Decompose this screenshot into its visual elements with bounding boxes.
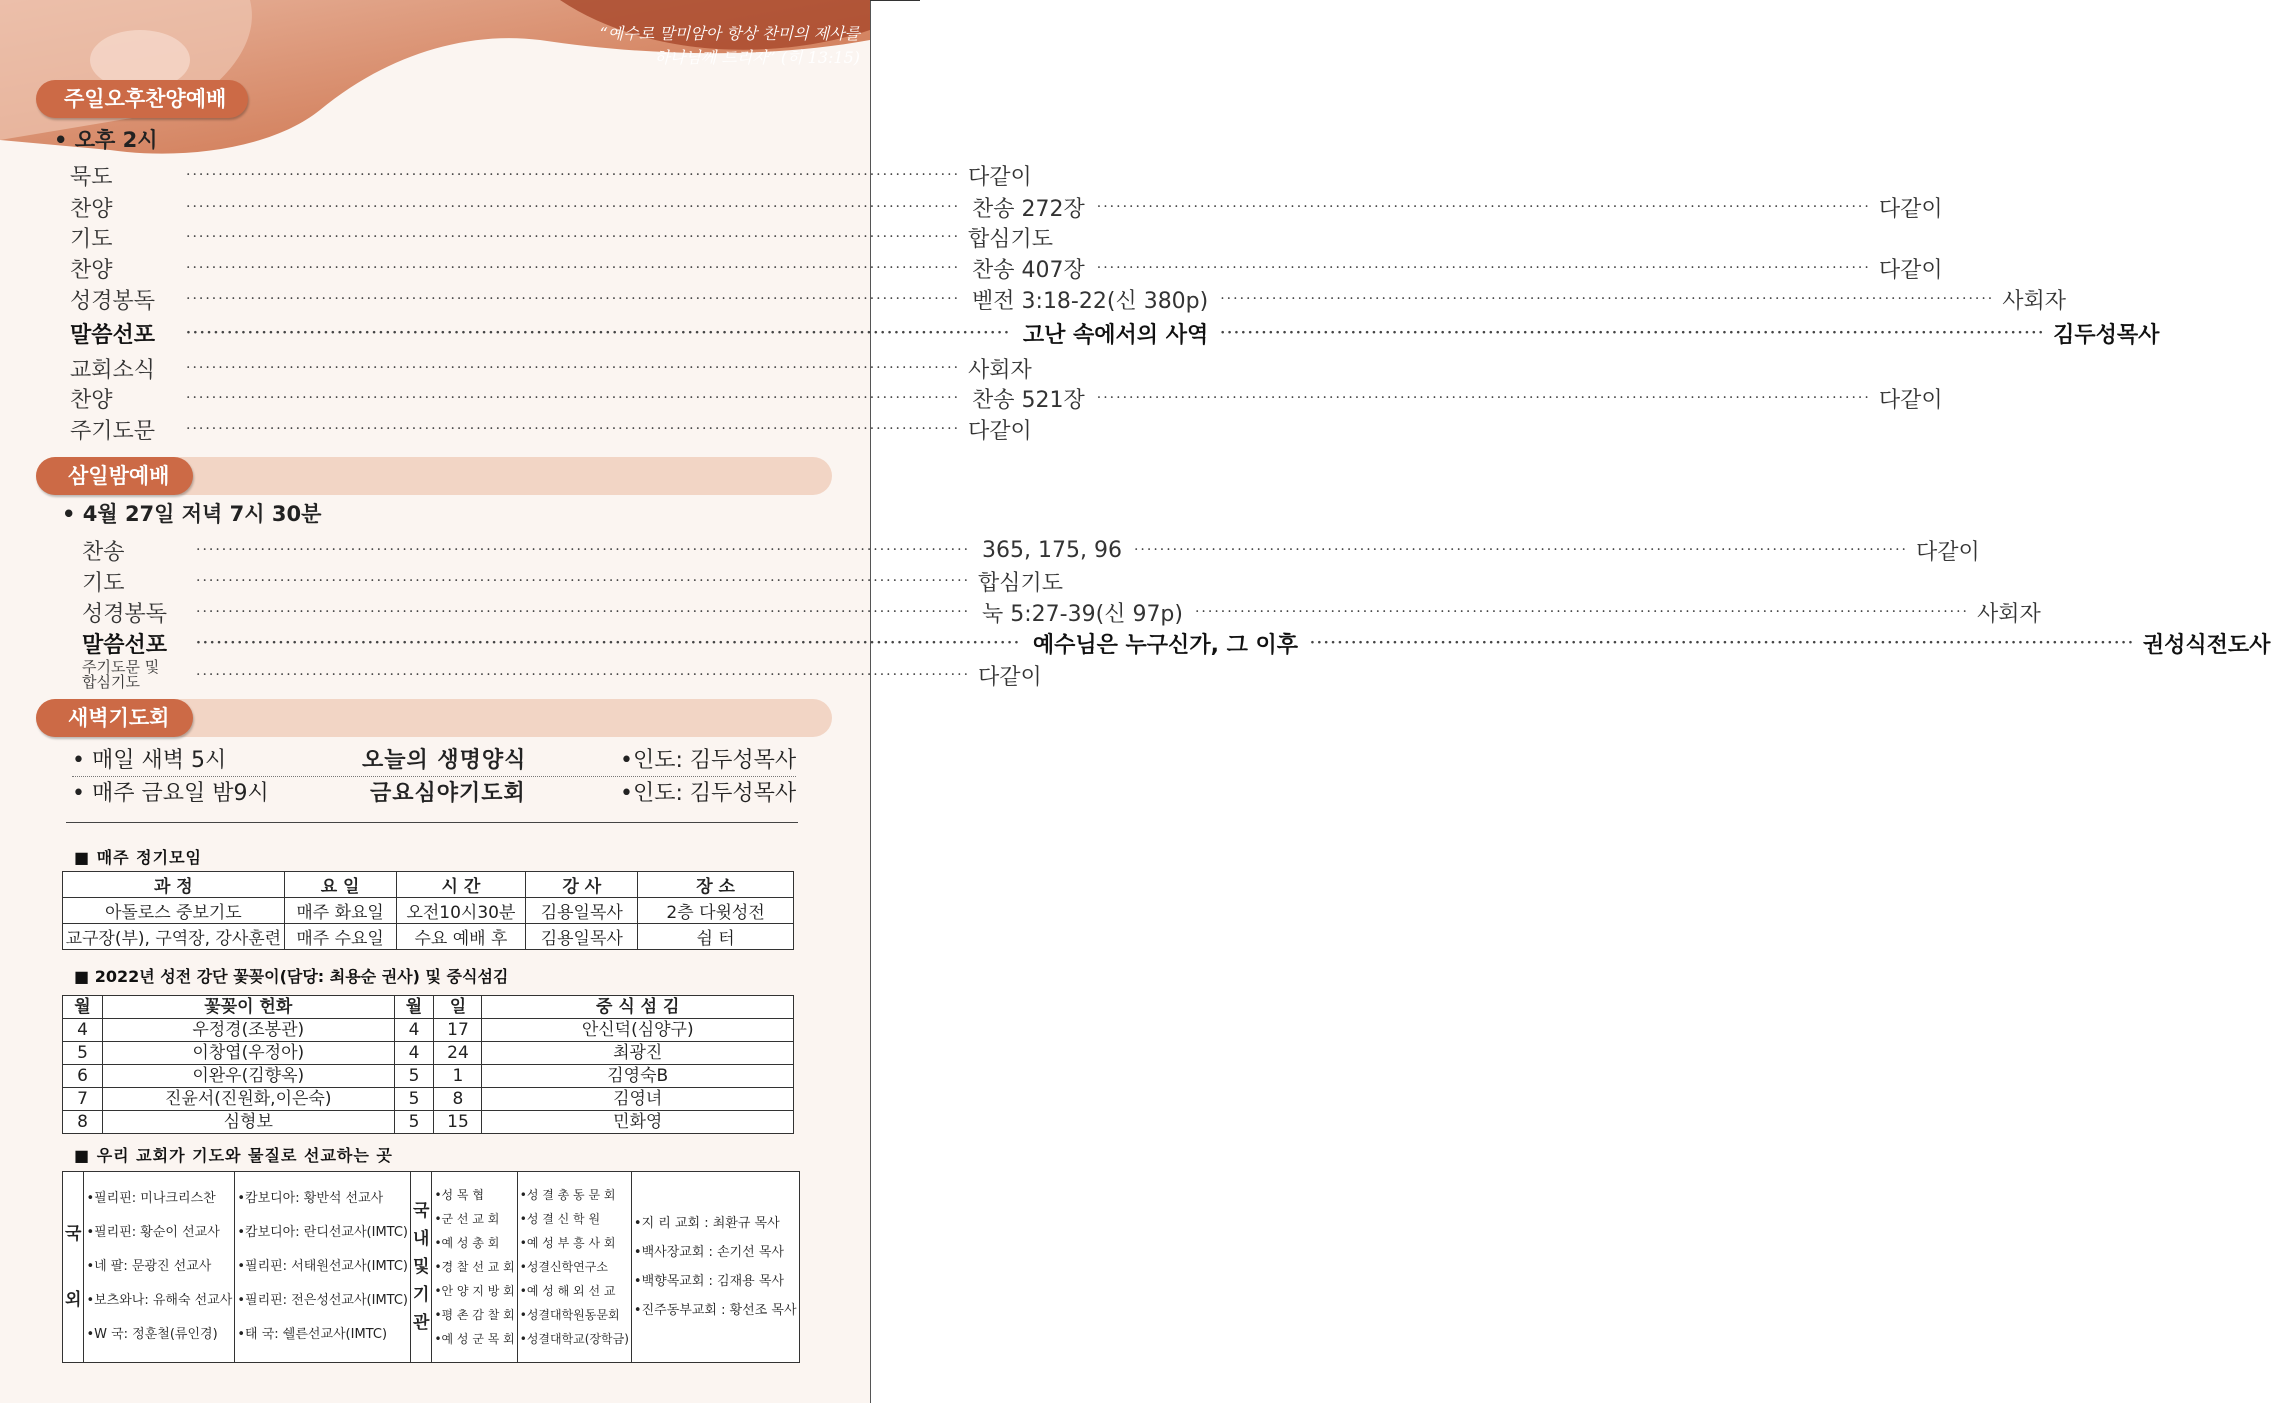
table-cell: 15 xyxy=(434,1111,482,1134)
overseas-label: 국 외 xyxy=(63,1172,84,1363)
order-person: 합심기도 xyxy=(968,226,1054,252)
order-label xyxy=(82,660,188,690)
column-header: 중 식 섬 김 xyxy=(482,996,794,1019)
table-cell: 김용일목사 xyxy=(526,898,638,924)
leader-dots: ························································································································ xyxy=(1096,390,1871,406)
table-cell: 김용일목사 xyxy=(526,924,638,950)
mission-item: •필리핀: 서태원선교사(IMTC) xyxy=(237,1259,408,1274)
table-cell: 이완우(김향옥) xyxy=(102,1065,394,1088)
dawn-leader-1: •인도: 김두성목사 xyxy=(620,748,797,773)
header-verse: “예수로 말미암아 항상 찬미의 제사를 하나님께 드리자” (히 13:15) xyxy=(599,24,860,67)
table-cell: 8 xyxy=(63,1111,103,1134)
mission-item: •성결대학원동문회 xyxy=(519,1308,620,1322)
leader-dots: ························································································································ xyxy=(186,291,961,307)
order-label: 말씀선포 xyxy=(82,631,168,658)
overseas-list-1 xyxy=(84,1172,235,1363)
leader-dots: ························································································································ xyxy=(186,167,961,183)
leader-dots: ························································································································ xyxy=(196,604,971,620)
overseas-list-2 xyxy=(235,1172,411,1363)
order-row xyxy=(70,253,1943,283)
mission-item: •안 양 지 방 회 xyxy=(434,1284,515,1298)
table-cell: 매주 화요일 xyxy=(284,898,396,924)
dawn-when-2: • 매주 금요일 밤9시 xyxy=(72,781,269,806)
leader-dots: ························································································································ xyxy=(186,390,961,406)
wednesday-title: 삼일밤예배 xyxy=(36,457,193,495)
order-row xyxy=(82,658,1042,691)
domestic-list-1 xyxy=(432,1172,517,1363)
sunday-time: • 오후 2시 xyxy=(54,128,158,152)
order-person: 다같이 xyxy=(1878,196,1943,222)
order-label: 말씀선포 xyxy=(70,321,156,348)
order-person: 다같이 xyxy=(968,164,1032,190)
order-row xyxy=(70,414,1032,444)
leader-dots: ························································································································ xyxy=(186,199,961,215)
mission-item: •캄보디아: 황반석 선교사 xyxy=(237,1191,384,1206)
wednesday-time: • 4월 27일 저녁 7시 30분 xyxy=(62,502,322,526)
mission-item: •성결신학연구소 xyxy=(519,1260,608,1274)
order-label: 기도 xyxy=(82,570,125,596)
order-content: 예수님은 누구신가, 그 이후 xyxy=(1032,632,1298,658)
table-cell: 7 xyxy=(63,1088,103,1111)
leader-dots: ························································································································ xyxy=(196,542,971,558)
section-divider xyxy=(66,822,798,823)
column-header: 월 xyxy=(394,996,434,1019)
order-row xyxy=(82,597,2041,627)
order-label: 찬송 xyxy=(82,539,125,565)
mission-item: •보츠와나: 유해숙 선교사 xyxy=(86,1293,233,1308)
order-person: 다같이 xyxy=(1916,539,1980,565)
churches-list xyxy=(631,1172,799,1363)
order-label: 성경봉독 xyxy=(70,288,156,314)
column-header: 장 소 xyxy=(638,872,794,898)
order-person: 다같이 xyxy=(978,664,1042,690)
order-row xyxy=(82,535,1980,565)
meetings-title: ■ 매주 정기모임 xyxy=(74,848,202,867)
mission-item: •예 성 해 외 선 교 xyxy=(519,1284,616,1298)
order-content: 찬송 521장 xyxy=(972,387,1085,413)
mission-item: •네 팔: 문광진 선교사 xyxy=(86,1259,212,1274)
leader-dots: ························································································································ xyxy=(1096,199,1871,215)
order-row xyxy=(70,160,1032,190)
table-row xyxy=(63,1065,794,1088)
column-header: 요 일 xyxy=(284,872,396,898)
table-cell: 6 xyxy=(63,1065,103,1088)
table-row xyxy=(63,924,794,950)
table-cell: 수요 예배 후 xyxy=(396,924,526,950)
leader-dots: ························································································································ xyxy=(196,667,971,683)
table-row xyxy=(63,1088,794,1111)
order-label: 성경봉독 xyxy=(82,601,168,627)
mission-item: •백향목교회 : 김재용 목사 xyxy=(633,1274,784,1289)
leader-dots: ························································································································ xyxy=(1220,325,2046,341)
dawn-when-1: • 매일 새벽 5시 xyxy=(72,748,227,773)
mission-item: •W 국: 정훈철(류인경) xyxy=(86,1327,218,1342)
order-label: 묵도 xyxy=(70,164,113,190)
top-edge-line xyxy=(870,0,920,1)
order-person: 사회자 xyxy=(968,357,1032,383)
table-cell: 5 xyxy=(394,1111,434,1134)
column-header: 일 xyxy=(434,996,482,1019)
column-header: 강 사 xyxy=(526,872,638,898)
order-row xyxy=(70,284,2067,314)
order-person: 권성식전도사 xyxy=(2142,631,2271,658)
table-cell: 5 xyxy=(63,1042,103,1065)
table-row xyxy=(63,898,794,924)
mission-item: •캄보디아: 란디선교사(IMTC) xyxy=(237,1225,408,1240)
domestic-list-2 xyxy=(517,1172,631,1363)
order-person: 다같이 xyxy=(968,418,1032,444)
mission-item: •군 선 교 회 xyxy=(434,1212,500,1226)
leader-dots: ························································································································ xyxy=(186,421,961,437)
table-cell: 8 xyxy=(434,1088,482,1111)
mission-item: •백사장교회 : 손기선 목사 xyxy=(633,1245,784,1260)
order-person: 합심기도 xyxy=(978,570,1064,596)
leader-dots: ························································································································ xyxy=(1310,635,2135,651)
dawn-what-2: 금요심야기도회 xyxy=(370,781,526,806)
order-person: 다같이 xyxy=(1878,257,1943,283)
mission-item: •필리핀: 황순이 선교사 xyxy=(86,1225,220,1240)
column-header: 꽃꽂이 헌화 xyxy=(102,996,394,1019)
order-label: 찬양 xyxy=(70,196,113,222)
mission-item: •예 성 총 회 xyxy=(434,1236,500,1250)
mission-item: •예 성 군 목 회 xyxy=(434,1332,515,1346)
column-header: 시 간 xyxy=(396,872,526,898)
leader-dots: ························································································································ xyxy=(1133,542,1909,558)
column-header: 월 xyxy=(63,996,103,1019)
dawn-leader-2: •인도: 김두성목사 xyxy=(620,781,797,806)
table-cell: 5 xyxy=(394,1088,434,1111)
leader-dots: ························································································································ xyxy=(186,229,961,245)
leader-dots: ························································································································ xyxy=(186,260,961,276)
sunday-title: 주일오후찬양예배 xyxy=(36,80,248,118)
order-label: 찬양 xyxy=(70,387,113,413)
mission-item: •필리핀: 미나크리스찬 xyxy=(86,1191,216,1206)
table-cell: 아돌로스 중보기도 xyxy=(63,898,285,924)
mission-item: •성 결 신 학 원 xyxy=(519,1212,601,1226)
table-cell: 오전10시30분 xyxy=(396,898,526,924)
mission-item: •성결대학교(장학금) xyxy=(519,1332,629,1346)
meetings-table xyxy=(62,871,794,950)
order-label: 주기도문 xyxy=(70,418,156,444)
order-content: 찬송 272장 xyxy=(972,196,1085,222)
table-cell: 안신덕(심양구) xyxy=(482,1019,794,1042)
flowers-table xyxy=(62,995,794,1134)
table-cell: 1 xyxy=(434,1065,482,1088)
dawn-divider xyxy=(72,776,796,777)
order-person: 김두성목사 xyxy=(2053,321,2160,348)
mission-item: •평 촌 감 찰 회 xyxy=(434,1308,515,1322)
table-cell: 민화영 xyxy=(482,1111,794,1134)
table-cell: 김영숙B xyxy=(482,1065,794,1088)
mission-item: •예 성 부 흥 사 회 xyxy=(519,1236,616,1250)
order-content: 고난 속에서의 사역 xyxy=(1022,322,1209,348)
order-content: 눅 5:27-39(신 97p) xyxy=(982,601,1183,627)
table-cell: 매주 수요일 xyxy=(284,924,396,950)
dawn-title: 새벽기도회 xyxy=(36,699,193,737)
table-cell: 심형보 xyxy=(102,1111,394,1134)
missions-title: ■ 우리 교회가 기도와 물질로 선교하는 곳 xyxy=(74,1146,393,1165)
table-row xyxy=(63,1042,794,1065)
column-header: 과 정 xyxy=(63,872,285,898)
sunday-section-header xyxy=(36,80,272,118)
mission-item: •필리핀: 전은성선교사(IMTC) xyxy=(237,1293,408,1308)
order-row xyxy=(70,353,1032,383)
order-content: 벧전 3:18-22(신 380p) xyxy=(972,288,1209,314)
table-cell: 최광진 xyxy=(482,1042,794,1065)
table-cell: 이창엽(우정아) xyxy=(102,1042,394,1065)
dawn-section-header xyxy=(36,699,832,737)
order-label: 기도 xyxy=(70,226,113,252)
table-cell: 진윤서(진원화,이은숙) xyxy=(102,1088,394,1111)
table-cell: 교구장(부), 구역장, 강사훈련 xyxy=(63,924,285,950)
leader-dots: ························································································································ xyxy=(1220,291,1995,307)
flowers-title: ■ 2022년 성전 강단 꽃꽂이(담당: 최용순 권사) 및 중식섬김 xyxy=(74,967,509,986)
order-person: 사회자 xyxy=(1977,601,2041,627)
order-row xyxy=(82,566,1064,596)
mission-item: •태 국: 쉘른선교사(IMTC) xyxy=(237,1327,388,1342)
leader-dots: ························································································································ xyxy=(1194,604,1970,620)
leader-dots: ························································································································ xyxy=(186,325,1011,341)
order-row xyxy=(82,628,2271,658)
leader-dots: ························································································································ xyxy=(186,360,961,376)
table-cell: 우정경(조봉관) xyxy=(102,1019,394,1042)
leader-dots: ························································································································ xyxy=(196,573,971,589)
table-cell: 4 xyxy=(394,1019,434,1042)
table-row xyxy=(63,1111,794,1134)
order-label: 찬양 xyxy=(70,257,113,283)
order-label-line: 주기도문 및 xyxy=(82,658,160,676)
leader-dots: ························································································································ xyxy=(1096,260,1871,276)
table-cell: 쉼 터 xyxy=(638,924,794,950)
table-row xyxy=(63,1019,794,1042)
order-content: 365, 175, 96 xyxy=(982,537,1122,563)
order-label: 교회소식 xyxy=(70,357,156,383)
order-content: 찬송 407장 xyxy=(972,257,1085,283)
domestic-label: 국 내 및 기 관 xyxy=(411,1172,432,1363)
leader-dots: ························································································································ xyxy=(196,635,1021,651)
missions-table xyxy=(62,1171,800,1363)
table-cell: 17 xyxy=(434,1019,482,1042)
order-label-line: 합심기도 xyxy=(82,673,140,691)
wednesday-section-header xyxy=(36,457,832,495)
table-cell: 4 xyxy=(63,1019,103,1042)
table-cell: 24 xyxy=(434,1042,482,1065)
table-cell: 5 xyxy=(394,1065,434,1088)
mission-item: •진주동부교회 : 황선조 목사 xyxy=(633,1303,797,1318)
order-person: 사회자 xyxy=(2002,288,2067,314)
mission-item: •성 목 협 xyxy=(434,1188,484,1202)
table-cell: 4 xyxy=(394,1042,434,1065)
order-row xyxy=(70,192,1943,222)
mission-item: •경 찰 선 교 회 xyxy=(434,1260,515,1274)
order-row xyxy=(70,318,2160,348)
mission-item: •지 리 교회 : 최환규 목사 xyxy=(633,1216,780,1231)
order-row xyxy=(70,383,1943,413)
mission-item: •성 결 총 동 문 회 xyxy=(519,1188,616,1202)
dawn-what-1: 오늘의 생명양식 xyxy=(362,748,527,773)
order-person: 다같이 xyxy=(1878,387,1943,413)
table-cell: 김영녀 xyxy=(482,1088,794,1111)
table-cell: 2층 다윗성전 xyxy=(638,898,794,924)
order-row xyxy=(70,222,1054,252)
